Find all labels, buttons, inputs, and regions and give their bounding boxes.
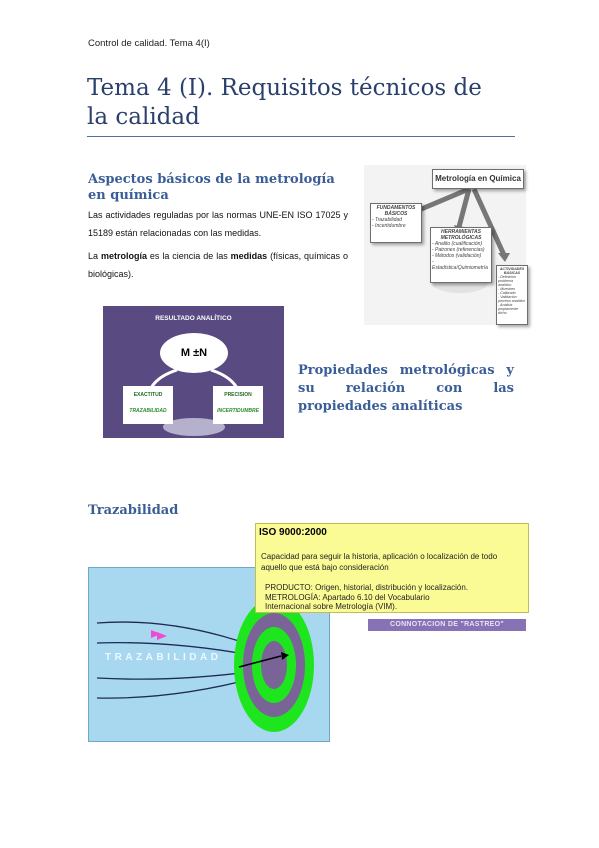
box-fundamentos: FUNDAMENTOS BÁSICOS - Trazabilidad - Incertidumbre xyxy=(370,203,422,243)
iso-line2: PRODUCTO: Origen, historial, distribución y localización. xyxy=(265,583,469,592)
page-title: Tema 4 (I). Requisitos técnicos de la calidad xyxy=(87,75,482,130)
section-heading-trazabilidad: Trazabilidad xyxy=(88,503,179,518)
paragraph-metrologia: La metrología es la ciencia de las medidas (físicas, químicas o biológicas). xyxy=(88,251,348,279)
paragraph-normas: Las actividades reguladas por las normas UNE-EN ISO 17025 y 15189 están relacionadas con las medidas. xyxy=(88,210,348,238)
trazabilidad-word: TRAZABILIDAD xyxy=(105,652,222,663)
box-actividades: ACTIVIDADES BÁSICAS - Definición problema analítico - Muestreo - Calibrado - Validación proceso analítico - Análisis propiamente dicho xyxy=(496,265,528,325)
iso-definition-box xyxy=(255,523,529,613)
box-precision: PRECISION INCERTIDUMBRE xyxy=(213,386,263,424)
metrologia-diagram xyxy=(364,165,526,325)
iso-title: ISO 9000:2000 xyxy=(259,527,327,538)
diagram-title: Metrología en Química xyxy=(432,169,524,189)
iso-line3: METROLOGÍA: Apartado 6.10 del Vocabulario Internacional sobre Metrología (VIM). xyxy=(265,593,430,611)
connotacion-badge: CONNOTACION DE "RASTREO" xyxy=(368,619,526,631)
running-header: Control de calidad. Tema 4(I) xyxy=(88,38,210,49)
title-divider xyxy=(87,136,515,137)
resultado-analitico-figure xyxy=(103,306,284,438)
section-heading-propiedades: Propiedades metrológicas y su relación con las propiedades analíticas xyxy=(298,363,514,414)
section-heading-metrologia: Aspectos básicos de la metrología en química xyxy=(88,172,335,203)
resultado-label: RESULTADO ANALÍTICO xyxy=(155,315,232,322)
formula-oval: M ±N xyxy=(160,333,228,373)
box-herramientas: HERRAMIENTAS METROLÓGICAS - Analito (cualificación) - Patrones (referencias) - Métodos (validación) - Estadística/Quimiometría xyxy=(430,227,492,283)
iso-line1: Capacidad para seguir la historia, aplicación o localización de todo aquello que está bajo consideración xyxy=(261,552,498,572)
box-exactitud: EXACTITUD TRAZABILIDAD xyxy=(123,386,173,424)
